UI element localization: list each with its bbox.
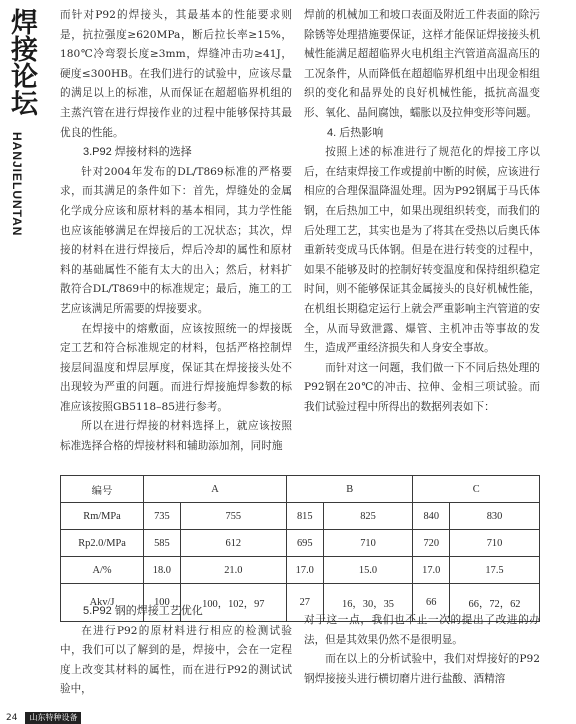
table-row [61, 557, 540, 584]
section-heading: 5.P92 钢的焊接工艺优化 [83, 605, 203, 617]
table-cell: 66 [413, 584, 450, 622]
column-right-top [304, 6, 540, 417]
table-cell: Rp2.0/MPa [61, 530, 144, 557]
section-heading: 4. 后热影响 [327, 126, 384, 139]
table-cell: 815 [286, 503, 323, 530]
column-right-bottom [304, 611, 540, 689]
table-cell: A/% [61, 557, 144, 584]
table-cell: Rm/MPa [61, 503, 144, 530]
table-cell: 66，72，62 [450, 584, 540, 622]
table-cell: Akv/J [61, 584, 144, 622]
table-header-cell: B [286, 476, 412, 503]
table-header-cell: C [413, 476, 540, 503]
table-cell: 18.0 [144, 557, 181, 584]
table-cell: 755 [180, 503, 286, 530]
table-cell: 17.5 [450, 557, 540, 584]
table-cell: 16，30，35 [323, 584, 413, 622]
page-number: 24 [6, 712, 18, 723]
page-footer [6, 711, 81, 724]
table-cell: 27 [286, 584, 323, 622]
table-header-row [61, 476, 540, 503]
table-cell: 735 [144, 503, 181, 530]
table-cell: 720 [413, 530, 450, 557]
paragraph: 而针对这一问题，我们做一下不同后热处理的P92钢在20℃的冲击、拉伸、金相三项试验。而我们试验过程中所得出的数据列表如下： [304, 361, 540, 413]
column-left-bottom [60, 602, 292, 700]
table-cell: 100 [144, 584, 181, 622]
test-data-table [60, 475, 540, 622]
column-left-top [60, 6, 292, 457]
section-title-en: HANJIELUNTAN [10, 132, 24, 237]
table-cell: 17.0 [286, 557, 323, 584]
section-sidebar [0, 0, 44, 724]
journal-name: 山东特种设备 [25, 712, 81, 724]
table-cell: 585 [144, 530, 181, 557]
paragraph: 在焊接中的熔敷面，应该按照统一的焊接既定工艺和符合标准规定的材料，包括严格控制焊接层间温度和焊层厚度，保证其在焊接接头处不出现较为严重的问题。而进行焊接施焊参数的标准应该按照GB5118–85进行参考。 [60, 322, 292, 413]
table-cell: 710 [450, 530, 540, 557]
table-cell: 710 [323, 530, 413, 557]
section-heading: 3.P92 焊接材料的选择 [83, 146, 192, 159]
table-header-cell: 编号 [61, 476, 144, 503]
table-cell: 100，102，97 [180, 584, 286, 622]
paragraph: 所以在进行焊接的材料选择上，就应该按照标准选择合格的焊接材料和辅助添加剂，同时施 [60, 420, 292, 453]
paragraph: 而在以上的分析试验中，我们对焊接好的P92钢焊接接头进行横切磨片进行盐酸、酒精溶 [304, 653, 540, 685]
table-cell: 612 [180, 530, 286, 557]
table-cell: 17.0 [413, 557, 450, 584]
table-row [61, 503, 540, 530]
paragraph: 在进行P92的原材料进行相应的检测试验中，我们可以了解到的是，焊接中，会在一定程度上改变其材料的属性，而在进行P92的测试试验中， [60, 624, 292, 696]
table-header-cell: A [144, 476, 287, 503]
table-cell: 825 [323, 503, 413, 530]
table-cell: 21.0 [180, 557, 286, 584]
section-title-cn: 焊接论坛 [6, 8, 37, 116]
table-cell: 840 [413, 503, 450, 530]
table-cell: 830 [450, 503, 540, 530]
table-cell: 695 [286, 530, 323, 557]
table-row [61, 530, 540, 557]
table-cell: 15.0 [323, 557, 413, 584]
paragraph: 而针对P92的焊接头，其最基本的性能要求则是，抗拉强度≥620MPa，断后拉长率≥15%，180℃冷弯裂长度≥3mm，焊缝冲击功≥41J，硬度≤300HB。在我们进行的试验中，应该尽量的满足以上的标准，从而保证在超超临界机组的主蒸汽管在进行焊接作业的过程中能够保持其最优良的性能。 [60, 9, 292, 139]
paragraph: 按照上述的标准进行了规范化的焊接工序以后，在结束焊接工作或提前中断的时候，应该进行相应的合理保温降温处理。因为P92钢属于马氏体钢，在后热加工中，如果出现组织转变，而我们的后处理工艺，其实也是为了将其在受热以后奥氏体重新转变成马氏体钢。但是在进行转变的过程中，如果不能够及时的控制好转变温度和保持组织稳定时间，则不能够保证其金属接头的良好机械性能，在机组长期稳定运行上就会严重影响主汽管道的安全，从而导致泄露、爆管、主机冲击等事故的发生，造成严重经济损失和人身安全事故。 [304, 146, 540, 355]
paragraph: 对于这一点，我们也不止一次的提出了改进的办法，但是其效果仍然不是很明显。 [304, 614, 540, 646]
paragraph: 焊前的机械加工和坡口表面及附近工件表面的除污除锈等处理措施要保证，这样才能保证焊接接头机械性能满足超超临界火电机组主汽管道高温高压的工况条件，从而降低在超超临界机组中出现金相组织的变化和晶界处的良好机械性能，抵抗高温变形、氧化、晶间腐蚀，蠕胀以及拉伸变形等问题。 [304, 9, 540, 119]
paragraph: 针对2004年发布的DL/T869标准的严格要求，而其满足的条件如下：首先，焊缝处的金属化学成分应该和原材料的基本相同，其力学性能也应该能够满足在焊接后的工况状态；其次，焊接的材料在进行焊接后，焊后冷却的属性和原材料的基础属性不能有太大的出入；然后，材料扩散符合DL/T869中的标准规定；最后，施工的工艺应该满足所需要的焊接要求。 [60, 165, 292, 315]
